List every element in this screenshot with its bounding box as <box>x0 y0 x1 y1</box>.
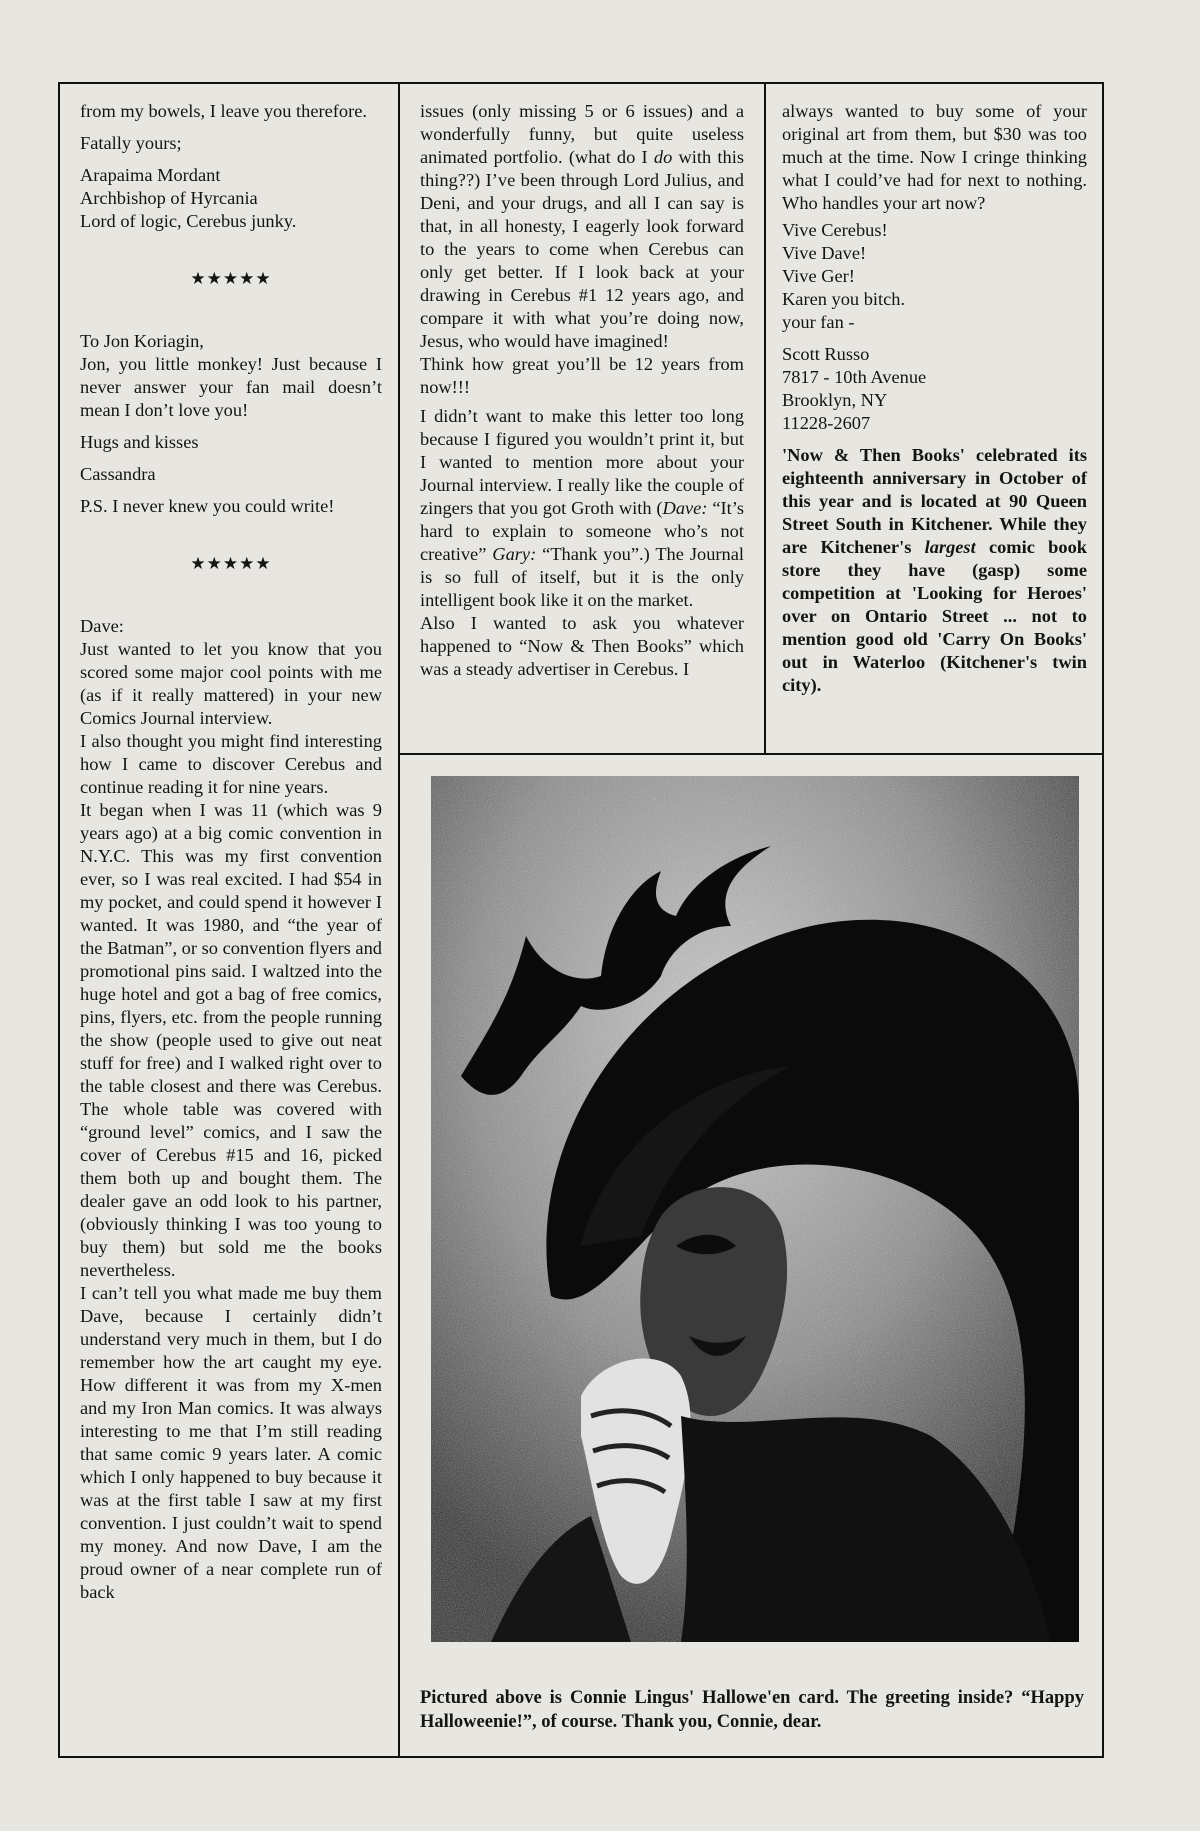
text-run: issues (only missing 5 or 6 issues) and a wonderfully funny, but quite useless animated portfolio. (what do I <box>420 101 744 167</box>
postscript: P.S. I never knew you could write! <box>80 496 335 516</box>
text-run: with this thing??) I’ve been through Lord Julius, and Deni, and your drugs, and all I can say is that, in all honesty, I eagerly look forward to the years to come when Cerebus can only get better. If I look back at your drawing in Cerebus #1 12 years ago, and compare it with what you’re doing now, Jesus, who would have imagined! <box>420 147 745 351</box>
column-divider-1 <box>398 82 400 1758</box>
letter-ending: from my bowels, I leave you therefore. <box>80 101 367 121</box>
text-run: “It’s hard to explain to someone who’s not creative” <box>420 498 744 564</box>
editor-reply <box>782 444 1087 697</box>
text-run: do <box>653 147 673 167</box>
star-divider: ★★★★★ <box>190 269 272 288</box>
signature-line: Lord of logic, Cerebus junky. <box>80 211 297 231</box>
salutation: Dave: <box>80 616 124 636</box>
text-run: largest <box>924 537 976 557</box>
column-3 <box>782 100 1087 706</box>
photo-caption: Pictured above is Connie Lingus' Hallowe'en card. The greeting inside? “Happy Halloweenie!”, of course. Thank you, Connie, dear. <box>420 1687 1084 1732</box>
text-run: comic book store they have (gasp) some competition at 'Looking for Heroes' over on Ontario Street ... not to mention good old 'Carry On Books' out in Waterloo (Kitchener's twin city). <box>782 537 1087 695</box>
address-line: Brooklyn, NY <box>782 390 888 410</box>
letter-line: your fan - <box>782 312 855 332</box>
letter-paragraph: It began when I was 11 (which was 9 years ago) at a big comic convention in N.Y.C. This was my first convention ever, so I was real excited. I had $54 in my pocket, and could spend it however I wanted. It was 1980, and “the year of the Batman”, or so convention flyers and promotional pins said. I waltzed into the huge hotel and got a bag of free comics, pins, flyers, etc. from the people running the show (people used to give out neat stuff for free) and I walked right over to the table closest and there was Cerebus. The whole table was covered with “ground level” comics, and I saw the cover of Cerebus #15 and 16, picked them both up and bought them. The dealer gave an odd look to his partner, (obviously thinking I was too young to buy them) but sold me the books nevertheless. <box>80 800 382 1280</box>
column-1 <box>80 100 382 1604</box>
letter-line: Vive Cerebus! <box>782 220 888 240</box>
letter-paragraph: I can’t tell you what made me buy them Dave, because I certainly didn’t understand very much in them, but I do remember how the art caught my eye. How different it was from my X-men and my Iron Man comics. It was always interesting to me that I’m still reading that same comic 9 years later. A comic which I only happened to buy because it was at the first table I saw at my first convention. I just couldn’t wait to spend my money. And now Dave, I am the proud owner of a near complete run of back <box>80 1283 382 1602</box>
letter-paragraph: Jon, you little monkey! Just because I never answer your fan mail doesn’t mean I don’t love you! <box>80 354 382 420</box>
text-run: Dave: <box>662 498 708 518</box>
letter-line: Vive Ger! <box>782 266 855 286</box>
address-line: 7817 - 10th Avenue <box>782 367 927 387</box>
letter-paragraph <box>420 100 744 353</box>
signature-line: Arapaima Mordant <box>80 165 221 185</box>
closing: Hugs and kisses <box>80 432 199 452</box>
letter-line: Vive Dave! <box>782 243 867 263</box>
text-run: I didn’t want to make this letter too long because I figured you wouldn’t print it, but I wanted to mention more about your Journal interview. I really like the couple of zingers that you got Groth with ( <box>420 406 744 518</box>
text-run: “Thank you”.) The Journal is so full of itself, but it is the only intelligent book like it on the market. <box>420 544 744 610</box>
salutation: To Jon Koriagin, <box>80 331 204 351</box>
photo-top-border <box>398 753 1104 755</box>
column-2 <box>420 100 744 681</box>
text-run: Gary: <box>492 544 537 564</box>
letter-paragraph: Just wanted to let you know that you scored some major cool points with me (as if it really mattered) in your new Comics Journal interview. <box>80 639 382 728</box>
signature-line: Cassandra <box>80 464 156 484</box>
text-run: 'Now & Then Books' celebrated its eighteenth anniversary in October of this year and is located at 90 Queen Street South in Kitchener. While they are Kitchener's <box>782 445 1087 557</box>
letter-paragraph: always wanted to buy some of your original art from them, but $30 was too much at the time. Now I cringe thinking what I could’ve had for next to nothing. Who handles your art now? <box>782 101 1087 213</box>
address-line: 11228-2607 <box>782 413 871 433</box>
closing: Fatally yours; <box>80 133 182 153</box>
letter-paragraph: I also thought you might find interesting how I came to discover Cerebus and continue reading it for nine years. <box>80 731 382 797</box>
signature-line: Archbishop of Hyrcania <box>80 188 258 208</box>
letter-paragraph: Think how great you’ll be 12 years from now!!! <box>420 354 744 397</box>
letter-paragraph: Also I wanted to ask you whatever happened to “Now & Then Books” which was a steady advertiser in Cerebus. I <box>420 613 744 679</box>
column-divider-2 <box>764 82 766 755</box>
star-divider: ★★★★★ <box>190 554 272 573</box>
letter-line: Karen you bitch. <box>782 289 906 309</box>
halloween-card-photo <box>431 776 1079 1642</box>
address-line: Scott Russo <box>782 344 870 364</box>
letter-paragraph <box>420 405 744 612</box>
